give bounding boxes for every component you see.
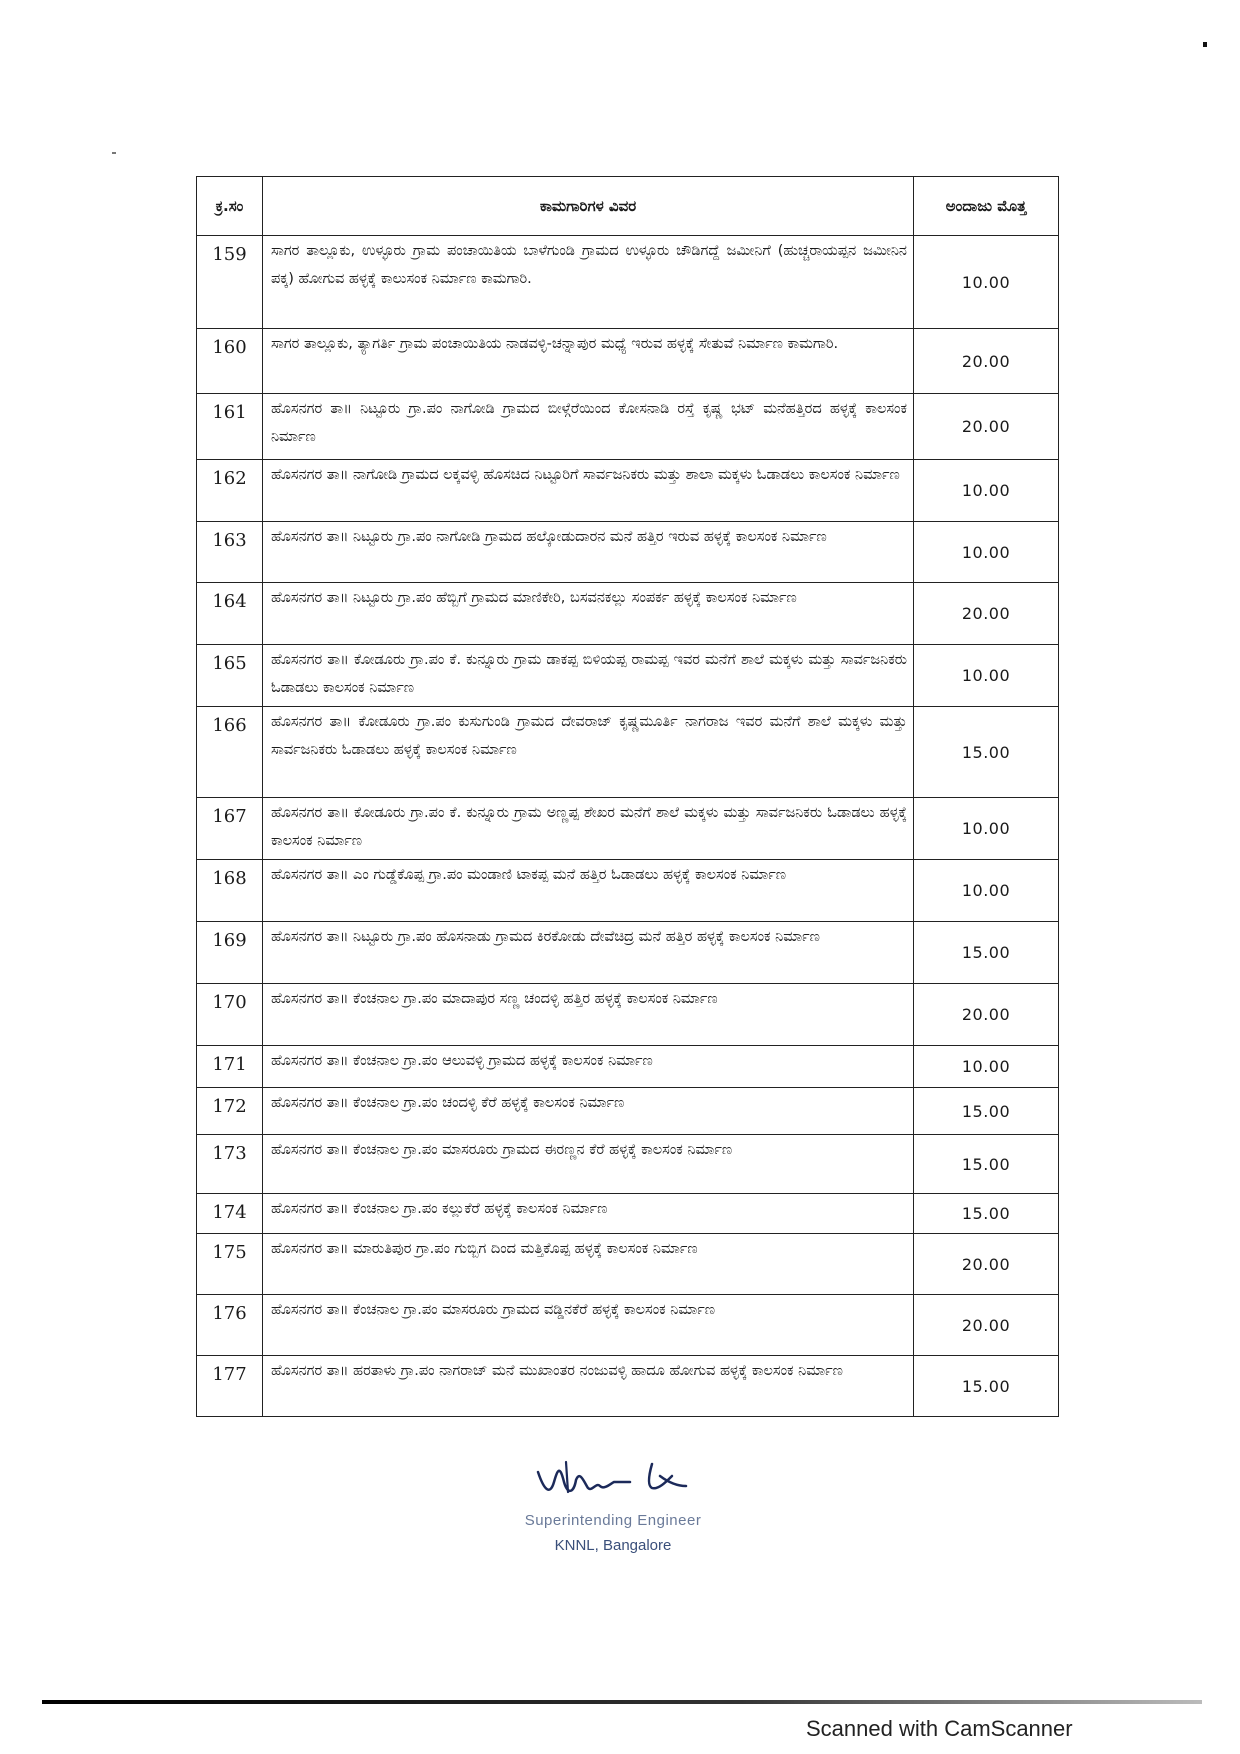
row-description: ಹೊಸನಗರ ತಾ॥ ನಿಟ್ಟೂರು ಗ್ರಾ.ಪಂ ನಾಗೋಡಿ ಗ್ರಾಮದ ಹಲ್ಕೋಡುದಾರನ ಮನೆ ಹತ್ತಿರ ಇರುವ ಹಳ್ಳಕ್ಕೆ ಕಾಲಸಂಕ ನಿರ್ಮಾಣ: [263, 522, 914, 583]
row-serial: 163: [197, 522, 263, 583]
row-amount: 20.00: [914, 583, 1059, 645]
table-row: [197, 1135, 1059, 1194]
row-description: ಹೊಸನಗರ ತಾ॥ ಕೋಡೂರು ಗ್ರಾ.ಪಂ ಕುಸುಗುಂಡಿ ಗ್ರಾಮದ ದೇವರಾಜ್ ಕೃಷ್ಣಮೂರ್ತಿ ನಾಗರಾಜ ಇವರ ಮನೆಗೆ ಶಾಲೆ ಮಕ್ಕಳು ಮತ್ತು ಸಾರ್ವಜನಿಕರು ಓಡಾಡಲು ಹಳ್ಳಕ್ಕೆ ಕಾಲಸಂಕ ನಿರ್ಮಾಣ: [263, 707, 914, 798]
header-description: ಕಾಮಗಾರಿಗಳ ವಿವರ: [263, 177, 914, 236]
row-serial: 170: [197, 984, 263, 1046]
row-description: ಹೊಸನಗರ ತಾ॥ ಕೆಂಚನಾಲ ಗ್ರಾ.ಪಂ ಮಾಸರೂರು ಗ್ರಾಮದ ಈರಣ್ಣನ ಕೆರೆ ಹಳ್ಳಕ್ಕೆ ಕಾಲಸಂಕ ನಿರ್ಮಾಣ: [263, 1135, 914, 1194]
row-serial: 159: [197, 236, 263, 329]
table-row: [197, 860, 1059, 922]
row-serial: 161: [197, 394, 263, 460]
row-description: ಹೊಸನಗರ ತಾ॥ ಹರತಾಳು ಗ್ರಾ.ಪಂ ನಾಗರಾಜ್ ಮನೆ ಮುಖಾಂತರ ನಂಜುವಳ್ಳಿ ಹಾದೂ ಹೋಗುವ ಹಳ್ಳಕ್ಕೆ ಕಾಲಸಂಕ ನಿರ್ಮಾಣ: [263, 1356, 914, 1417]
row-serial: 167: [197, 798, 263, 860]
row-serial: 173: [197, 1135, 263, 1194]
row-description: ಹೊಸನಗರ ತಾ॥ ಕೆಂಚನಾಲ ಗ್ರಾ.ಪಂ ಕಲ್ಲುಕೆರೆ ಹಳ್ಳಕ್ಕೆ ಕಾಲಸಂಕ ನಿರ್ಮಾಣ: [263, 1194, 914, 1234]
row-serial: 164: [197, 583, 263, 645]
row-amount: 10.00: [914, 236, 1059, 329]
table-row: [197, 798, 1059, 860]
row-amount: 15.00: [914, 1135, 1059, 1194]
row-amount: 20.00: [914, 1295, 1059, 1356]
row-amount: 10.00: [914, 460, 1059, 522]
row-description: ಹೊಸನಗರ ತಾ॥ ಕೆಂಚನಾಲ ಗ್ರಾ.ಪಂ ಮಾಸರೂರು ಗ್ರಾಮದ ವಡ್ಡಿನಕೆರೆ ಹಳ್ಳಕ್ಕೆ ಕಾಲಸಂಕ ನಿರ್ಮಾಣ: [263, 1295, 914, 1356]
table-row: [197, 645, 1059, 707]
row-amount: 10.00: [914, 522, 1059, 583]
row-amount: 10.00: [914, 1046, 1059, 1088]
table-body: [197, 236, 1059, 1417]
signature-designation: Superintending Engineer: [524, 1512, 702, 1529]
table-row: [197, 329, 1059, 394]
row-amount: 15.00: [914, 1088, 1059, 1135]
table-row: [197, 1356, 1059, 1417]
row-amount: 15.00: [914, 707, 1059, 798]
row-description: ಹೊಸನಗರ ತಾ॥ ಕೋಡೂರು ಗ್ರಾ.ಪಂ ಕೆ. ಕುನ್ನೂರು ಗ್ರಾಮ ಅಣ್ಣಪ್ಪ ಶೇಖರ ಮನೆಗೆ ಶಾಲೆ ಮಕ್ಕಳು ಮತ್ತು ಸಾರ್ವಜನಿಕರು ಓಡಾಡಲು ಹಳ್ಳಕ್ಕೆ ಕಾಲಸಂಕ ನಿರ್ಮಾಣ: [263, 798, 914, 860]
table-row: [197, 1088, 1059, 1135]
row-description: ಹೊಸನಗರ ತಾ॥ ಮಾರುತಿಪುರ ಗ್ರಾ.ಪಂ ಗುಬ್ಬಿಗ ದಿಂದ ಮತ್ತಿಕೊಪ್ಪ ಹಳ್ಳಕ್ಕೆ ಕಾಲಸಂಕ ನಿರ್ಮಾಣ: [263, 1234, 914, 1295]
table-row: [197, 583, 1059, 645]
row-description: ಹೊಸನಗರ ತಾ॥ ನಾಗೋಡಿ ಗ್ರಾಮದ ಲಕ್ಕವಳ್ಳಿ ಹೊಸಚಿದ ನಿಟ್ಟೂರಿಗೆ ಸಾರ್ವಜನಿಕರು ಮತ್ತು ಶಾಲಾ ಮಕ್ಕಳು ಓಡಾಡಲು ಕಾಲಸಂಕ ನಿರ್ಮಾಣ: [263, 460, 914, 522]
row-description: ಹೊಸನಗರ ತಾ॥ ನಿಟ್ಟೂರು ಗ್ರಾ.ಪಂ ನಾಗೋಡಿ ಗ್ರಾಮದ ಬೀಳ್ಗೆರೆಯಿಂದ ಕೋಸನಾಡಿ ರಸ್ತೆ ಕೃಷ್ಣ ಭಟ್ ಮನೆಹತ್ತಿರದ ಹಳ್ಳಕ್ಕೆ ಕಾಲಸಂಕ ನಿರ್ಮಾಣ: [263, 394, 914, 460]
row-amount: 10.00: [914, 645, 1059, 707]
row-amount: 20.00: [914, 394, 1059, 460]
row-description: ಹೊಸನಗರ ತಾ॥ ನಿಟ್ಟೂರು ಗ್ರಾ.ಪಂ ಹೆಬ್ಬಿಗೆ ಗ್ರಾಮದ ಮಾಣಿಕೇರಿ, ಬಸವನಕಲ್ಲು ಸಂಪರ್ಕ ಹಳ್ಳಕ್ಕೆ ಕಾಲಸಂಕ ನಿರ್ಮಾಣ: [263, 583, 914, 645]
table-row: [197, 1194, 1059, 1234]
row-description: ಹೊಸನಗರ ತಾ॥ ಎಂ ಗುಡ್ಡೆಕೊಪ್ಪ ಗ್ರಾ.ಪಂ ಮಂಡಾಣಿ ಟಾಕಪ್ಪ ಮನೆ ಹತ್ತಿರ ಓಡಾಡಲು ಹಳ್ಳಕ್ಕೆ ಕಾಲಸಂಕ ನಿರ್ಮಾಣ: [263, 860, 914, 922]
row-serial: 166: [197, 707, 263, 798]
handwritten-signature: [530, 1452, 710, 1512]
row-serial: 165: [197, 645, 263, 707]
table-row: [197, 1295, 1059, 1356]
row-serial: 176: [197, 1295, 263, 1356]
row-serial: 162: [197, 460, 263, 522]
scan-speck: [1203, 42, 1207, 47]
header-serial: ಕ್ರ.ಸಂ: [197, 177, 263, 236]
row-description: ಹೊಸನಗರ ತಾ॥ ಕೆಂಚನಾಲ ಗ್ರಾ.ಪಂ ಚಂದಳ್ಳಿ ಕೆರೆ ಹಳ್ಳಕ್ಕೆ ಕಾಲಸಂಕ ನಿರ್ಮಾಣ: [263, 1088, 914, 1135]
row-amount: 15.00: [914, 1194, 1059, 1234]
table-row: [197, 984, 1059, 1046]
row-serial: 177: [197, 1356, 263, 1417]
row-description: ಹೊಸನಗರ ತಾ॥ ನಿಟ್ಟೂರು ಗ್ರಾ.ಪಂ ಹೊಸನಾಡು ಗ್ರಾಮದ ಕಿರಕೋಡು ದೇವೆಚಿದ್ರ ಮನೆ ಹತ್ತಿರ ಹಳ್ಳಕ್ಕೆ ಕಾಲಸಂಕ ನಿರ್ಮಾಣ: [263, 922, 914, 984]
camscanner-watermark: Scanned with CamScanner: [806, 1716, 1073, 1741]
table-row: [197, 522, 1059, 583]
table-row: [197, 394, 1059, 460]
row-description: ಹೊಸನಗರ ತಾ॥ ಕೆಂಚನಾಲ ಗ್ರಾ.ಪಂ ಮಾದಾಪುರ ಸಣ್ಣ ಚಂದಳ್ಳಿ ಹತ್ತಿರ ಹಳ್ಳಕ್ಕೆ ಕಾಲಸಂಕ ನಿರ್ಮಾಣ: [263, 984, 914, 1046]
table-row: [197, 460, 1059, 522]
row-serial: 168: [197, 860, 263, 922]
row-serial: 175: [197, 1234, 263, 1295]
table-row: [197, 707, 1059, 798]
table-header-row: [197, 177, 1059, 236]
row-serial: 171: [197, 1046, 263, 1088]
row-amount: 10.00: [914, 798, 1059, 860]
row-amount: 15.00: [914, 1356, 1059, 1417]
row-description: ಹೊಸನಗರ ತಾ॥ ಕೆಂಚನಾಲ ಗ್ರಾ.ಪಂ ಆಲುವಳ್ಳಿ ಗ್ರಾಮದ ಹಳ್ಳಕ್ಕೆ ಕಾಲಸಂಕ ನಿರ್ಮಾಣ: [263, 1046, 914, 1088]
row-serial: 172: [197, 1088, 263, 1135]
table-row: [197, 236, 1059, 329]
table-row: [197, 1046, 1059, 1088]
signature-office: KNNL, Bangalore: [554, 1537, 672, 1554]
scan-speck: [112, 152, 116, 154]
row-description: ಹೊಸನಗರ ತಾ॥ ಕೋಡೂರು ಗ್ರಾ.ಪಂ ಕೆ. ಕುನ್ನೂರು ಗ್ರಾಮ ಡಾಕಪ್ಪ ಬಿಳಿಯಪ್ಪ ರಾಮಪ್ಪ ಇವರ ಮನೆಗೆ ಶಾಲೆ ಮಕ್ಕಳು ಮತ್ತು ಸಾರ್ವಜನಿಕರು ಓಡಾಡಲು ಕಾಲಸಂಕ ನಿರ್ಮಾಣ: [263, 645, 914, 707]
row-serial: 174: [197, 1194, 263, 1234]
scan-edge-line: [42, 1700, 1202, 1704]
row-serial: 160: [197, 329, 263, 394]
row-amount: 20.00: [914, 1234, 1059, 1295]
table-row: [197, 922, 1059, 984]
row-description: ಸಾಗರ ತಾಲ್ಲೂಕು, ತ್ಯಾಗರ್ತಿ ಗ್ರಾಮ ಪಂಚಾಯಿತಿಯ ನಾಡವಳ್ಳಿ-ಚನ್ನಾಪುರ ಮಧ್ಯೆ ಇರುವ ಹಳ್ಳಕ್ಕೆ ಸೇತುವೆ ನಿರ್ಮಾಣ ಕಾಮಗಾರಿ.: [263, 329, 914, 394]
table-row: [197, 1234, 1059, 1295]
row-description: ಸಾಗರ ತಾಲ್ಲೂಕು, ಉಳ್ಳೂರು ಗ್ರಾಮ ಪಂಚಾಯಿತಿಯ ಬಾಳೆಗುಂಡಿ ಗ್ರಾಮದ ಉಳ್ಳೂರು ಚೌಡಿಗದ್ದೆ ಜಮೀನಿಗೆ (ಹುಚ್ಚರಾಯಪ್ಪನ ಜಮೀನಿನ ಪಕ್ಕ) ಹೋಗುವ ಹಳ್ಳಕ್ಕೆ ಕಾಲುಸಂಕ ನಿರ್ಮಾಣ ಕಾಮಗಾರಿ.: [263, 236, 914, 329]
header-amount: ಅಂದಾಜು ಮೊತ್ತ: [914, 177, 1059, 236]
row-amount: 15.00: [914, 922, 1059, 984]
row-serial: 169: [197, 922, 263, 984]
works-table: [196, 176, 1059, 1417]
row-amount: 20.00: [914, 329, 1059, 394]
row-amount: 10.00: [914, 860, 1059, 922]
row-amount: 20.00: [914, 984, 1059, 1046]
